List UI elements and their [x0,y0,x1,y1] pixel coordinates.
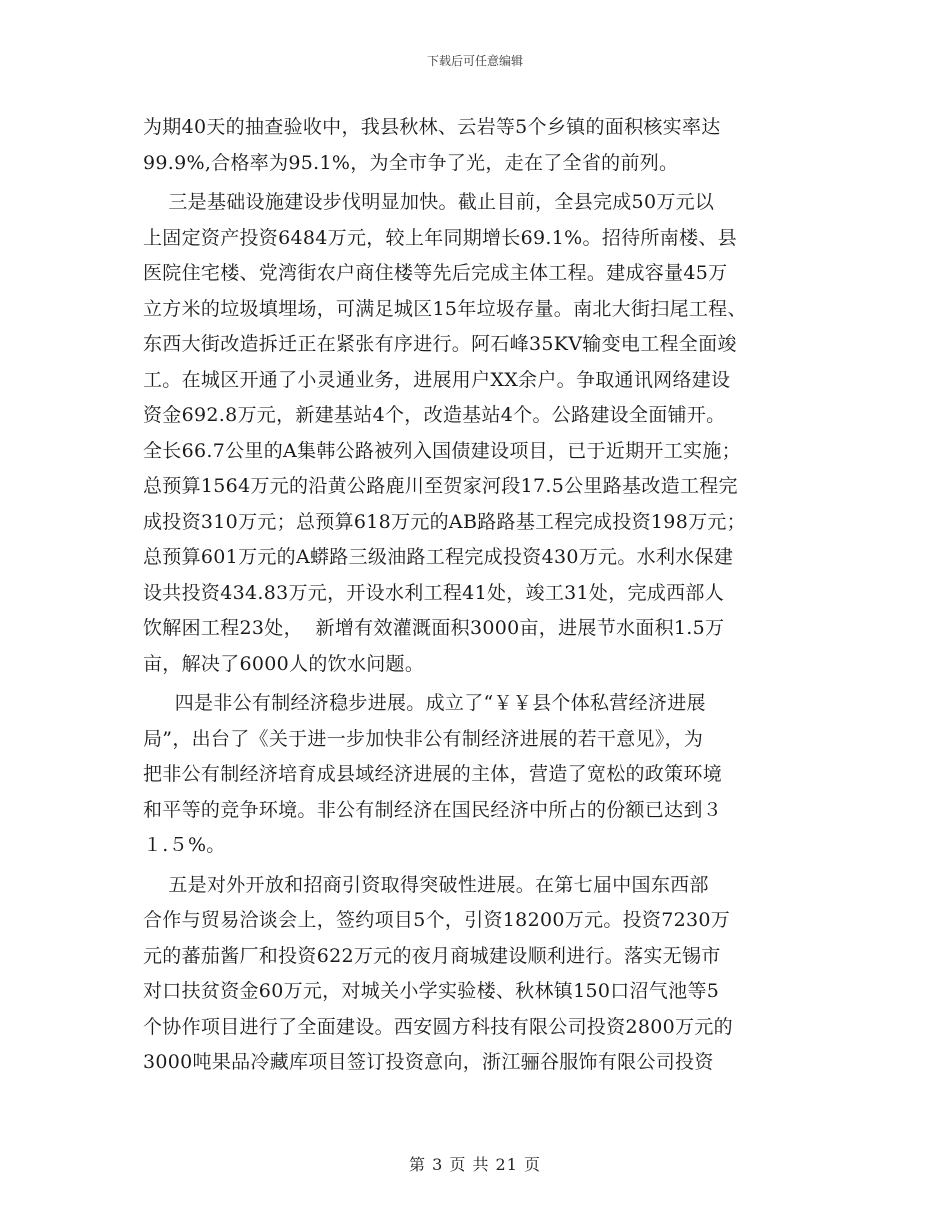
text-line: 元的蕃茄酱厂和投资622万元的夜月商城建设顺利进行。落实无锡市 [143,944,721,967]
text-line: 医院住宅楼、党湾街农户商住楼等先后完成主体工程。建成容量45万 [143,262,728,284]
text-line: 99.9%,合格率为95.1%，为全市争了光，走在了全省的前列。 [143,151,679,174]
text-line: 五是对外开放和招商引资取得突破性进展。在第七届中国东西部 [143,873,709,896]
paragraph [143,868,823,1081]
text-line: 成投资310万元；总预算618万元的AB路路基工程完成投资198万元； [143,510,746,533]
paragraph [143,185,823,682]
text-line: 立方米的垃圾填埋场，可满足城区15年垃圾存量。南北大街扫尾工程、 [143,297,747,320]
text-line: 四是非公有制经济稳步进展。成立了“￥￥县个体私营经济进展 [143,692,706,714]
text-line: 和平等的竞争环境。非公有制经济在国民经济中所占的份额已达到３ [143,798,723,821]
page-footer: 第 3 页 共 21 页 [409,1155,541,1174]
paragraph [143,110,823,181]
text-line: 全长66.7公里的A集韩公路被列入国债建设项目，已于近期开工实施； [143,439,741,462]
text-line: 饮解困工程23处， 新增有效灌溉面积3000亩，进展节水面积1.5万 [143,617,725,639]
text-line: 设共投资434.83万元，开设水利工程41处，竣工31处，完成西部人 [143,581,725,604]
text-line: 总预算601万元的A蟒路三级油路工程完成投资430万元。水利水保建 [143,546,734,568]
text-line: 合作与贸易洽谈会上，签约项目5个，引资18200万元。投资7230万 [143,909,731,931]
text-line: 局”，出台了《关于进一步加快非公有制经济进展的若干意见》，为 [143,727,704,750]
text-line: 三是基础设施建设步伐明显加快。截止目前，全县完成50万元以 [143,191,715,213]
text-line: 对口扶贫资金60万元，对城关小学实验楼、秋林镇150口沼气池等5 [143,980,720,1002]
text-line: 亩，解决了6000人的饮水问题。 [143,652,425,675]
text-line: 资金692.8万元，新建基站4个，改造基站4个。公路建设全面铺开。 [143,404,726,426]
document-body [143,110,823,1081]
paragraph [143,686,823,864]
text-line: 3000吨果品冷藏库项目签订投资意向，浙江骊谷服饰有限公司投资 [143,1051,714,1073]
text-line: １.５%。 [143,834,226,856]
text-line: 东西大街改造拆迁正在紧张有序进行。阿石峰35KV输变电工程全面竣 [143,333,737,355]
page-header: 下载后可任意编辑 [426,54,523,68]
text-line: 上固定资产投资6484万元，较上年同期增长69.1%。招待所南楼、县 [143,226,737,249]
text-line: 工。在城区开通了小灵通业务，进展用户XX余户。争取通讯网络建设 [143,368,731,391]
text-line: 个协作项目进行了全面建设。西安圆方科技有限公司投资2800万元的 [143,1015,733,1038]
text-line: 总预算1564万元的沿黄公路鹿川至贺家河段17.5公里路基改造工程完 [143,475,738,497]
text-line: 为期40天的抽查验收中，我县秋林、云岩等5个乡镇的面积核实率达 [143,116,721,138]
text-line: 把非公有制经济培育成县域经济进展的主体，营造了宽松的政策环境 [143,763,723,785]
